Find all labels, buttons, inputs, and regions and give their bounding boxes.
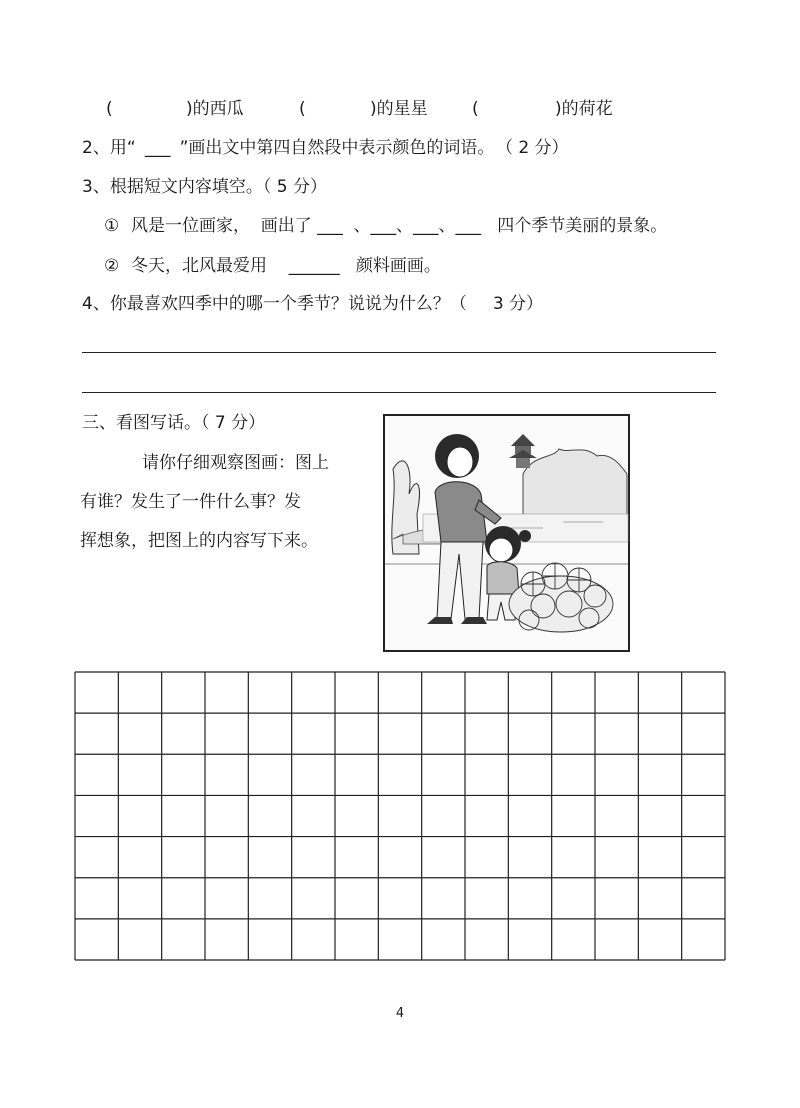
section-3-title: 三、看图写话。（ 7 分） [82, 413, 266, 433]
question-2 [82, 136, 569, 160]
blank-open-2: ( [299, 99, 306, 119]
q2-lead: 2、用“ [82, 138, 136, 158]
q4-score: 3 分） [492, 294, 544, 314]
blank-close-stars: )的星星 [370, 99, 428, 119]
section-3-prompt-line-3: 挥想象，把图上的内容写下来。 [80, 531, 318, 551]
q3-item-1-number: ① [104, 216, 120, 236]
blank-open-3: ( [472, 99, 479, 119]
q3-item-2-text: 冬天，北风最爱用 ______ 颜料画画。 [131, 256, 441, 276]
writing-grid[interactable] [74, 671, 726, 961]
question-4 [82, 292, 543, 316]
q4-title: 4、你最喜欢四季中的哪一个季节？说说为什么？（ [82, 294, 467, 314]
section-3-prompt-line-1: 请你仔细观察图画：图上 [142, 453, 329, 473]
q2-blank: ___ [144, 138, 171, 158]
section-3-prompt-line-2: 有谁？发生了一件什么事？发 [80, 492, 301, 512]
q2-text: ”画出文中第四自然段中表示颜色的词语。 [179, 138, 495, 158]
answer-line-1[interactable] [82, 352, 716, 353]
page-number: 4 [395, 1006, 405, 1021]
q2-score: （ 2 分） [504, 138, 569, 158]
answer-line-2[interactable] [82, 392, 716, 393]
blank-close-watermelon: )的西瓜 [186, 99, 244, 119]
illustration-mother-child-flowers [383, 414, 630, 652]
blank-open-1: ( [106, 99, 113, 119]
question-3-title: 3、根据短文内容填空。（ 5 分） [82, 177, 327, 197]
q3-item-1-text: 风是一位画家， 画出了 ___ 、___、___、___ 四个季节美丽的景象。 [131, 216, 668, 236]
blank-close-lotus: )的荷花 [555, 99, 613, 119]
q3-item-2-number: ② [104, 256, 120, 276]
